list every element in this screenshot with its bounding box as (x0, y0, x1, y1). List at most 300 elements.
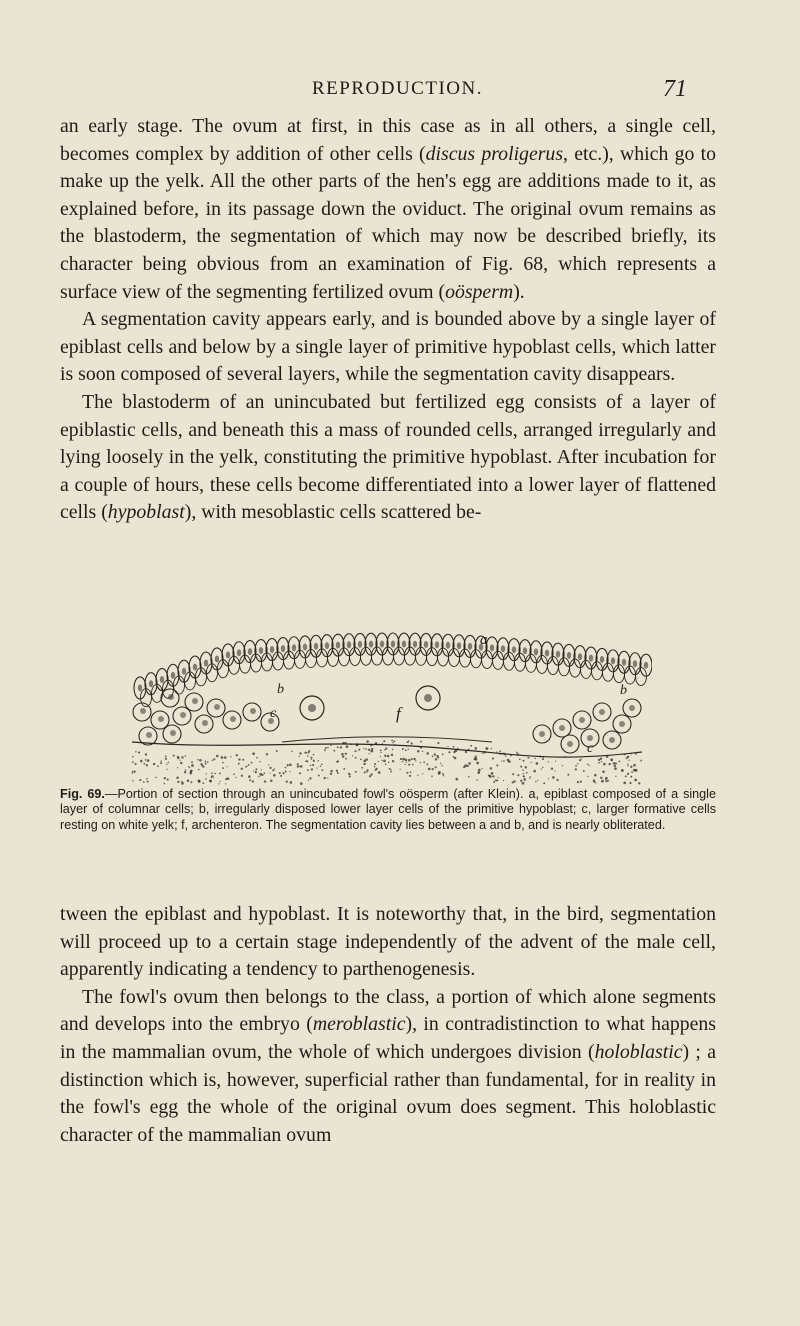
yelk-granule (468, 776, 470, 778)
yelk-granule (392, 742, 393, 743)
yelk-granule (392, 749, 394, 751)
yelk-granule (383, 740, 385, 742)
yelk-granule (238, 763, 240, 765)
cell-nucleus (599, 709, 605, 715)
yelk-granule (185, 769, 187, 771)
yelk-granule (482, 753, 483, 754)
yelk-granule (333, 750, 335, 752)
yelk-granule (160, 762, 162, 764)
yelk-granule (629, 782, 631, 784)
yelk-granule (140, 760, 143, 763)
yelk-granule (269, 767, 271, 769)
yelk-granule (297, 763, 299, 765)
yelk-granule (548, 778, 549, 779)
yelk-granule (384, 749, 386, 751)
yelk-granule (417, 750, 420, 753)
yelk-granule (628, 760, 629, 761)
yelk-granule (201, 764, 203, 766)
yelk-granule (311, 759, 312, 760)
yelk-granule (387, 755, 390, 758)
cell-nucleus (523, 647, 527, 654)
yelk-granule (594, 774, 597, 777)
yelk-granule (132, 771, 133, 772)
yelk-granule (536, 762, 539, 765)
yelk-granule (354, 750, 355, 751)
yelk-granule (447, 746, 448, 747)
yelk-granule (321, 763, 323, 765)
yelk-granule (312, 764, 314, 766)
yelk-granule (524, 776, 525, 777)
body-text-top (60, 113, 716, 527)
yelk-granule (505, 755, 506, 756)
yelk-granule (428, 768, 431, 771)
yelk-granule (222, 767, 224, 769)
yelk-granule (345, 753, 347, 755)
cell-nucleus (490, 644, 494, 651)
yelk-granule (230, 756, 231, 757)
yelk-granule (408, 748, 409, 749)
figure-label-b-left: b (277, 682, 284, 697)
yelk-granule (236, 754, 238, 756)
yelk-granule (255, 768, 257, 770)
yelk-granule (181, 756, 183, 758)
yelk-granule (300, 765, 303, 768)
yelk-granule (610, 758, 613, 761)
yelk-granule (346, 745, 349, 748)
yelk-granule (325, 747, 327, 749)
yelk-granule (251, 762, 253, 764)
yelk-granule (468, 749, 470, 751)
yelk-granule (211, 776, 213, 778)
yelk-granule (327, 778, 328, 779)
yelk-granule (390, 771, 392, 773)
yelk-granule (147, 781, 149, 783)
cell-nucleus (158, 716, 164, 722)
yelk-granule (483, 751, 486, 754)
yelk-granule (307, 769, 309, 771)
cell-nucleus (160, 676, 164, 683)
figure-label-c-right: c (587, 741, 594, 756)
yelk-granule (261, 769, 262, 770)
yelk-granule (438, 772, 441, 775)
cell-nucleus (501, 645, 505, 652)
yelk-granule (351, 744, 352, 745)
cell-nucleus (140, 708, 146, 714)
yelk-granule (402, 761, 404, 763)
cell-nucleus (180, 712, 186, 718)
yelk-granule (374, 766, 376, 768)
yelk-granule (355, 750, 357, 752)
yelk-granule (330, 745, 331, 746)
yelk-granule (320, 765, 322, 767)
yelk-granule (375, 742, 378, 745)
yelk-granule (542, 767, 543, 768)
yelk-granule (300, 782, 303, 785)
yelk-granule (393, 740, 395, 742)
yelk-granule (541, 768, 542, 769)
yelk-granule (580, 781, 582, 783)
yelk-granule (412, 764, 414, 766)
yelk-granule (177, 767, 178, 768)
cell-nucleus (589, 655, 593, 662)
cell-nucleus (402, 641, 406, 648)
italic-term: oösperm (445, 280, 514, 303)
yelk-granule (370, 773, 372, 775)
yelk-granule (552, 776, 555, 779)
yelk-granule (218, 783, 219, 784)
yelk-granule (365, 758, 368, 761)
yelk-granule (627, 773, 629, 775)
yelk-granule (299, 772, 301, 774)
cell-nucleus (193, 664, 197, 671)
yelk-granule (623, 782, 626, 785)
yelk-granule (135, 763, 137, 765)
cell-nucleus (534, 648, 538, 655)
yelk-granule (491, 772, 494, 775)
text-run: A segmentation cavity appears early, and is bounded above by a single layer of epiblast cells and below by a single layer of primitive hypoblast cells, which latter is soon composed of several layers, while the segmentation cavity disappears. (60, 308, 716, 386)
yelk-granule (408, 759, 411, 762)
yelk-granule (588, 765, 589, 766)
yelk-granule (273, 774, 276, 777)
cell-nucleus (226, 651, 230, 658)
yelk-granule (627, 756, 630, 759)
yelk-granule (635, 770, 637, 772)
yelk-granule (173, 755, 175, 757)
yelk-granule (342, 755, 344, 757)
text-run: an early stage. The ovum at first, in this case as in all others, a single cell, becomes complex by addition of other cells ( (60, 115, 716, 165)
yelk-granule (423, 761, 425, 763)
yelk-granule (633, 764, 636, 767)
yelk-granule (435, 758, 437, 760)
yelk-granule (519, 759, 521, 761)
yelk-granule (496, 779, 498, 781)
yelk-granule (376, 768, 378, 770)
cell-layers (132, 633, 652, 785)
yelk-granule (382, 743, 383, 744)
cell-nucleus (146, 732, 152, 738)
yelk-granule (272, 769, 274, 771)
cell-nucleus (204, 659, 208, 666)
yelk-granule (533, 770, 536, 773)
yelk-granule (493, 781, 495, 783)
yelk-granule (365, 748, 367, 750)
cell-nucleus (325, 642, 329, 649)
yelk-granule (202, 782, 204, 784)
cell-nucleus (336, 642, 340, 649)
yelk-granule (380, 752, 381, 753)
yelk-granule (307, 755, 309, 757)
yelk-granule (164, 783, 166, 785)
yelk-granule (310, 757, 311, 758)
yelk-granule (567, 774, 569, 776)
cell-nucleus (512, 646, 516, 653)
yelk-granule (165, 755, 167, 757)
yelk-granule (299, 756, 300, 757)
yelk-granule (189, 767, 190, 768)
yelk-granule (372, 748, 373, 749)
yelk-granule (132, 780, 134, 782)
yelk-granule (431, 775, 433, 777)
yelk-granule (614, 767, 617, 770)
yelk-granule (400, 769, 401, 770)
figure-label-b-right: b (620, 683, 627, 698)
yelk-granule (522, 782, 525, 785)
yelk-granule (492, 775, 494, 777)
yelk-granule (253, 770, 254, 771)
yelk-granule (143, 781, 145, 783)
yelk-granule (607, 780, 609, 782)
yelk-granule (280, 775, 282, 777)
cell-nucleus (303, 643, 307, 650)
yelk-granule (177, 781, 179, 783)
yelk-granule (575, 768, 577, 770)
yelk-granule (405, 759, 408, 762)
yelk-granule (219, 781, 220, 782)
yelk-granule (517, 754, 519, 756)
yelk-granule (606, 755, 609, 758)
yelk-granule (342, 742, 344, 744)
cell-nucleus (192, 698, 198, 704)
yelk-granule (198, 769, 200, 771)
yelk-granule (432, 755, 434, 757)
yelk-granule (535, 781, 536, 782)
yelk-granule (485, 748, 487, 750)
yelk-granule (634, 779, 637, 782)
cell-nucleus (347, 641, 351, 648)
yelk-granule (187, 780, 190, 783)
yelk-granule (503, 760, 505, 762)
yelk-granule (225, 783, 226, 784)
italic-term: discus proligerus (425, 142, 564, 165)
yelk-granule (600, 757, 602, 759)
yelk-granule (625, 775, 627, 777)
cell-nucleus (644, 662, 648, 669)
yelk-granule (432, 768, 434, 770)
cell-nucleus (539, 731, 545, 737)
yelk-granule (543, 757, 544, 758)
yelk-granule (177, 757, 180, 760)
yelk-granule (337, 746, 339, 748)
cell-nucleus (182, 668, 186, 675)
yelk-granule (499, 753, 501, 755)
yelk-granule (543, 782, 545, 784)
yelk-granule (501, 761, 502, 762)
yelk-granule (465, 751, 467, 753)
yelk-granule (132, 756, 133, 757)
yelk-granule (531, 762, 532, 763)
cell-nucleus (250, 708, 256, 714)
yelk-granule (510, 755, 512, 757)
yelk-granule (313, 760, 315, 762)
yelk-granule (408, 764, 410, 766)
yelk-granule (199, 759, 202, 762)
yelk-granule (132, 761, 134, 763)
yelk-granule (426, 763, 428, 765)
yelk-granule (378, 771, 381, 774)
paragraph (60, 901, 716, 984)
yelk-granule (555, 761, 556, 762)
yelk-granule (191, 764, 194, 767)
yelk-granule (279, 772, 281, 774)
yelk-granule (498, 777, 499, 778)
yelk-granule (475, 756, 477, 758)
yelk-granule (557, 779, 559, 781)
yelk-granule (139, 779, 140, 780)
figure-label-c-left: c (270, 706, 277, 721)
yelk-granule (512, 773, 514, 775)
yelk-granule (256, 757, 258, 759)
yelk-granule (299, 766, 300, 767)
yelk-granule (224, 756, 227, 759)
yelk-granule (340, 746, 342, 748)
cell-nucleus (413, 641, 417, 648)
yelk-granule (562, 765, 563, 766)
yelk-granule (358, 749, 360, 751)
yelk-granule (434, 753, 436, 755)
yelk-granule (455, 778, 458, 781)
yelk-granule (185, 755, 186, 756)
cell-nucleus (391, 641, 395, 648)
yelk-granule (516, 752, 518, 754)
cell-nucleus (600, 656, 604, 663)
yelk-granule (554, 770, 555, 771)
yelk-granule (417, 775, 418, 776)
yelk-granule (577, 763, 578, 764)
text-run: ), in contradistinction to what happens in the mammalian ovum, the whole of which undergoes division ( (60, 1013, 717, 1063)
yelk-granule (160, 760, 161, 761)
yelk-granule (496, 751, 497, 752)
yelk-granule (409, 775, 411, 777)
yelk-granule (635, 753, 637, 755)
yelk-granule (263, 772, 265, 774)
cell-nucleus (149, 680, 153, 687)
yelk-granule (337, 772, 339, 774)
yelk-granule (384, 755, 386, 757)
paragraph (60, 306, 716, 389)
yelk-granule (489, 776, 491, 778)
yelk-granule (190, 781, 192, 783)
cell-nucleus (629, 705, 635, 711)
yelk-granule (146, 764, 148, 766)
yelk-granule (262, 774, 263, 775)
yelk-granule (336, 770, 338, 772)
yelk-granule (503, 780, 504, 781)
cell-nucleus (259, 647, 263, 654)
yelk-granule (436, 755, 439, 758)
yelk-granule (383, 760, 386, 763)
italic-term: holoblastic (594, 1040, 683, 1063)
yelk-granule (378, 761, 379, 762)
yelk-granule (624, 754, 626, 756)
yelk-granule (341, 753, 344, 756)
yelk-granule (211, 772, 213, 774)
yelk-granule (135, 751, 137, 753)
yelk-granule (503, 753, 505, 755)
yelk-granule (355, 757, 357, 759)
paragraph (60, 984, 716, 1150)
yelk-granule (368, 749, 370, 751)
yelk-granule (615, 776, 616, 777)
cell-nucleus (446, 642, 450, 649)
yelk-granule (307, 751, 309, 753)
yelk-granule (366, 769, 368, 771)
yelk-granule (166, 763, 167, 764)
yelk-granule (167, 779, 169, 781)
yelk-granule (176, 776, 179, 779)
yelk-granule (420, 741, 422, 743)
yelk-granule (522, 760, 524, 762)
yelk-granule (259, 773, 262, 776)
yelk-granule (442, 754, 444, 756)
figure-label-f: f (396, 704, 401, 723)
yelk-granule (360, 759, 362, 761)
caption-text: —Portion of section through an unincubated fowl's oösperm (after Klein). a, epiblast composed of a single layer of columnar cells; b, irregularly disposed lower layer cells of the primitive hypoblast; c, larger formative cells resting on white yelk; f, archenteron. The segmentation cavity lies between a and b, and is nearly obliterated. (60, 787, 716, 832)
cell-nucleus (622, 659, 626, 666)
yelk-granule (491, 748, 492, 749)
cell-nucleus (358, 641, 362, 648)
yelk-granule (228, 778, 230, 780)
yelk-granule (206, 773, 207, 774)
yelk-granule (164, 777, 166, 779)
cell-nucleus (633, 660, 637, 667)
yelk-granule (306, 760, 308, 762)
yelk-granule (327, 747, 328, 748)
yelk-granule (287, 764, 289, 766)
yelk-granule (413, 758, 415, 760)
yelk-granule (190, 772, 192, 774)
yelk-granule (539, 756, 541, 758)
cell-nucleus (281, 645, 285, 652)
yelk-granule (520, 780, 522, 782)
yelk-granule (453, 751, 455, 753)
yelk-granule (520, 766, 522, 768)
yelk-granule (132, 772, 133, 773)
yelk-granule (289, 763, 292, 766)
yelk-granule (248, 764, 250, 766)
yelk-granule (214, 773, 216, 775)
yelk-granule (356, 743, 359, 746)
cell-nucleus (424, 694, 432, 702)
yelk-granule (374, 763, 376, 765)
yelk-granule (226, 766, 227, 767)
yelk-granule (366, 740, 369, 743)
page-number: 71 (663, 76, 687, 102)
cell-nucleus (214, 704, 220, 710)
yelk-granule (345, 758, 347, 760)
yelk-granule (420, 762, 421, 763)
yelk-granule (213, 758, 215, 760)
yelk-granule (252, 780, 254, 782)
yelk-granule (565, 756, 566, 757)
yelk-granule (426, 752, 429, 755)
cell-nucleus (292, 644, 296, 651)
yelk-granule (324, 749, 326, 751)
yelk-granule (299, 752, 301, 754)
cell-nucleus (468, 643, 472, 650)
yelk-granule (198, 780, 201, 783)
yelk-granule (470, 745, 472, 747)
yelk-granule (587, 776, 588, 777)
yelk-granule (361, 767, 363, 769)
yelk-granule (143, 763, 145, 765)
yelk-granule (155, 777, 157, 779)
yelk-granule (577, 781, 579, 783)
yelk-granule (529, 777, 531, 779)
yelk-granule (249, 779, 251, 781)
yelk-granule (309, 777, 311, 779)
yelk-boundary (132, 742, 642, 757)
text-run: The fowl's ovum then belongs to the class, a portion of which alone segments and develops into the embryo ( (60, 985, 716, 1036)
